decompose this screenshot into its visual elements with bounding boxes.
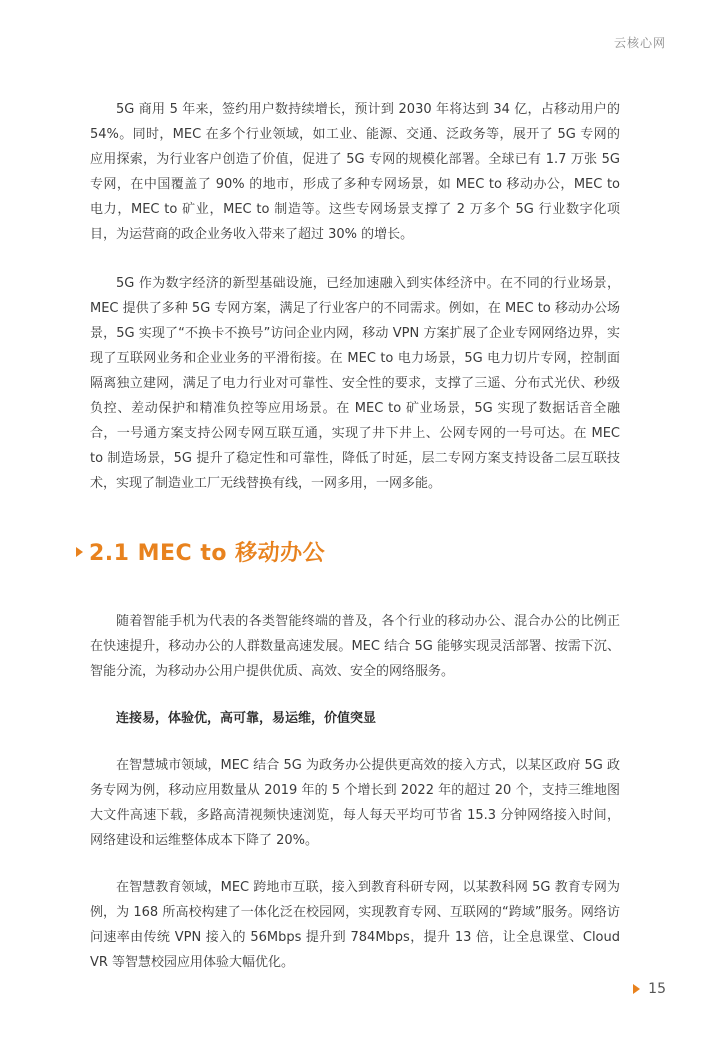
page-marker-icon bbox=[633, 984, 640, 994]
page-footer bbox=[633, 981, 666, 997]
intro-paragraph-1: 5G 商用 5 年来，签约用户数持续增长，预计到 2030 年将达到 34 亿，占移动用户的 54%。同时，MEC 在多个行业领域，如工业、能源、交通、泛政务等，展开了 5G 专网的应用探索，为行业客户创造了价值，促进了 5G 专网的规模化部署。全球已有 1.7 万张 5G 专网，在中国覆盖了 90% 的地市，形成了多种专网场景，如 MEC to 移动办公，MEC to 电力，MEC to 矿业，MEC to 制造等。这些专网场景支撑了 2 万多个 5G 行业数字化项目，为运营商的政企业务收入带来了超过 30% 的增长。 bbox=[90, 102, 620, 242]
header-brand: 云核心网 bbox=[613, 36, 666, 50]
intro-paragraph-2: 5G 作为数字经济的新型基础设施，已经加速融入到实体经济中。在不同的行业场景，MEC 提供了多种 5G 专网方案，满足了行业客户的不同需求。例如，在 MEC to 移动办公场景，5G 实现了“不换卡不换号”访问企业内网，移动 VPN 方案扩展了企业专网网络边界，实现了互联网业务和企业业务的平滑衔接。在 MEC to 电力场景，5G 电力切片专网，控制面隔离独立建网，满足了电力行业对可靠性、安全性的要求，支撑了三遥、分布式光伏、秒级负控、差动保护和精准负控等应用场景。在 MEC to 矿业场景，5G 实现了数据话音全融合，一号通方案支持公网专网互联互通，实现了井下井上、公网专网的一号可达。在 MEC to 制造场景，5G 提升了稳定性和可靠性，降低了时延，层二专网方案支持设备二层互联技术，实现了制造业工厂无线替换有线，一网多用，一网多能。 bbox=[90, 276, 620, 491]
smart-city-paragraph: 在智慧城市领域，MEC 结合 5G 为政务办公提供更高效的接入方式，以某区政府 5G 政务专网为例，移动应用数量从 2019 年的 5 个增长到 2022 年的超过 20 个，支持三维地图大文件高速下载，多路高清视频快速浏览，每人每天平均可节省 15.3 分钟网络接入时间，网络建设和运维整体成本下降了 20%。 bbox=[90, 758, 620, 848]
page-content bbox=[90, 97, 620, 975]
page-number: 15 bbox=[648, 981, 666, 997]
section-title: 2.1 MEC to 移动办公 bbox=[89, 541, 326, 566]
section-intro-paragraph: 随着智能手机为代表的各类智能终端的普及，各个行业的移动办公、混合办公的比例正在快速提升，移动办公的人群数量高速发展。MEC 结合 5G 能够实现灵活部署、按需下沉、智能分流，为移动办公用户提供优质、高效、安全的网络服务。 bbox=[90, 614, 620, 679]
section-marker-icon bbox=[76, 547, 83, 557]
section-heading bbox=[76, 536, 620, 567]
smart-education-paragraph: 在智慧教育领域，MEC 跨地市互联，接入到教育科研专网，以某教科网 5G 教育专网为例，为 168 所高校构建了一体化泛在校园网，实现教育专网、互联网的“跨域”服务。网络访问速率由传统 VPN 接入的 56Mbps 提升到 784Mbps，提升 13 倍，让全息课堂、Cloud VR 等智慧校园应用体验大幅优化。 bbox=[90, 880, 620, 970]
section-subheading: 连接易，体验优，高可靠，易运维，价值突显 bbox=[116, 711, 377, 726]
